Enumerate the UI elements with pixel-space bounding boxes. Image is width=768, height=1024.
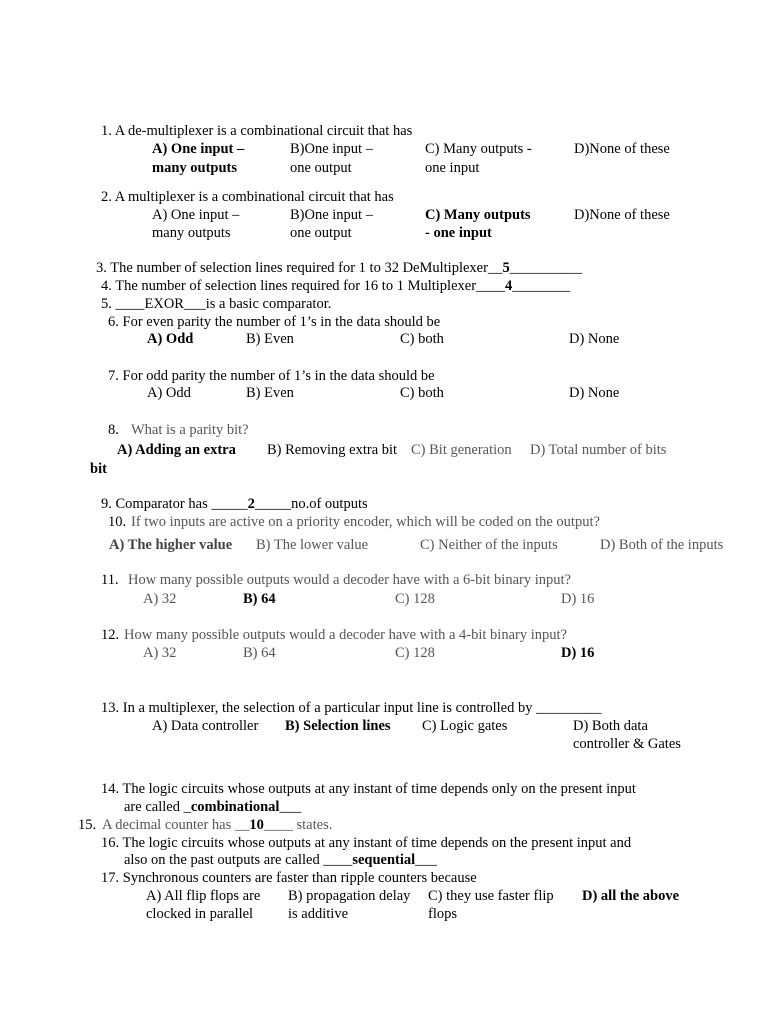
- q16-answer: sequential: [352, 852, 416, 868]
- q6-option-c: C) both: [400, 331, 444, 347]
- q9-text: 9. Comparator has _____: [101, 496, 248, 512]
- question-15: [102, 816, 332, 834]
- q1-option-a-line2: many outputs: [152, 160, 238, 176]
- question-16: 16. The logic circuits whose outputs at any instant of time depends on the present input and: [101, 835, 632, 851]
- question-12: How many possible outputs would a decoder have with a 4-bit binary input?: [124, 627, 567, 643]
- q9-text-end: _____no.of outputs: [254, 496, 368, 512]
- question-8: What is a parity bit?: [131, 422, 249, 438]
- q17-option-b-line2: is additive: [288, 906, 349, 922]
- q5-text: ___is a basic comparator.: [183, 296, 332, 312]
- q17-option-a-line2: clocked in parallel: [146, 906, 254, 922]
- q12-option-a: A) 32: [143, 645, 177, 661]
- q6-option-a: A) Odd: [147, 331, 194, 347]
- question-14-line2: [124, 798, 301, 816]
- question-2: 2. A multiplexer is a combinational circuit that has: [101, 189, 394, 205]
- q1-option-c-line1: C) Many outputs -: [425, 141, 532, 157]
- q14-answer: combinational: [190, 799, 280, 815]
- q3-text: 3. The number of selection lines required for 1 to 32 DeMultiplexer__: [96, 260, 503, 276]
- q4-text: 4. The number of selection lines required for 16 to 1 Multiplexer____: [101, 278, 506, 294]
- q8-option-a-line1: A) Adding an extra: [117, 442, 236, 458]
- q8-option-d: D) Total number of bits: [530, 442, 667, 458]
- q12-option-c: C) 128: [395, 645, 435, 661]
- q1-option-c-line2: one input: [425, 160, 480, 176]
- q1-option-b-line2: one output: [290, 160, 352, 176]
- q13-option-c: C) Logic gates: [422, 718, 508, 734]
- q11-option-a: A) 32: [143, 591, 177, 607]
- q6-option-b: B) Even: [246, 331, 294, 347]
- q11-option-d: D) 16: [561, 591, 595, 607]
- q7-option-d: D) None: [569, 385, 620, 401]
- q2-option-c-line2: - one input: [425, 225, 492, 241]
- q7-option-a: A) Odd: [147, 385, 191, 401]
- q16-text: also on the past outputs are called ____: [124, 852, 353, 868]
- question-15-number: 15.: [78, 817, 97, 833]
- q14-text: are called _: [124, 799, 191, 815]
- q12-option-d: D) 16: [561, 645, 595, 661]
- question-11-number: 11.: [101, 572, 119, 588]
- q1-option-b-line1: B)One input –: [290, 141, 373, 157]
- q7-option-b: B) Even: [246, 385, 294, 401]
- question-10-number: 10.: [108, 514, 127, 530]
- question-11: How many possible outputs would a decoder have with a 6-bit binary input?: [128, 572, 571, 588]
- q13-option-a: A) Data controller: [152, 718, 259, 734]
- q13-option-d-line2: controller & Gates: [573, 736, 681, 752]
- q17-option-b-line1: B) propagation delay: [288, 888, 411, 904]
- question-5: [101, 295, 331, 313]
- question-13: 13. In a multiplexer, the selection of a particular input line is controlled by _________: [101, 700, 602, 716]
- question-6: 6. For even parity the number of 1’s in the data should be: [108, 314, 441, 330]
- q10-option-c: C) Neither of the inputs: [420, 537, 558, 553]
- question-3: [96, 259, 582, 277]
- q10-option-a: A) The higher value: [109, 537, 233, 553]
- q11-option-c: C) 128: [395, 591, 435, 607]
- q13-option-b: B) Selection lines: [285, 718, 391, 734]
- question-16-line2: [124, 851, 437, 869]
- q8-option-c: C) Bit generation: [411, 442, 512, 458]
- q2-option-b-line2: one output: [290, 225, 352, 241]
- q1-option-d: D)None of these: [574, 141, 670, 157]
- q6-option-d: D) None: [569, 331, 620, 347]
- q17-option-d: D) all the above: [582, 888, 680, 904]
- question-7: 7. For odd parity the number of 1’s in the data should be: [108, 368, 435, 384]
- q15-text: A decimal counter has __: [102, 817, 250, 833]
- q5-blank: 5. ____: [101, 296, 145, 312]
- q13-option-d-line1: D) Both data: [573, 718, 648, 734]
- q7-option-c: C) both: [400, 385, 444, 401]
- q17-option-c-line2: flops: [428, 906, 457, 922]
- question-12-number: 12.: [101, 627, 120, 643]
- q15-answer: 10: [249, 817, 264, 833]
- question-10: If two inputs are active on a priority encoder, which will be coded on the output?: [131, 514, 600, 530]
- q16-blank: ___: [415, 852, 437, 868]
- q3-blank: __________: [509, 260, 583, 276]
- question-17: 17. Synchronous counters are faster than ripple counters because: [101, 870, 477, 886]
- q14-blank: ___: [279, 799, 302, 815]
- q1-option-a-line1: A) One input –: [152, 141, 245, 157]
- question-4: [101, 277, 570, 295]
- q17-option-a-line1: A) All flip flops are: [146, 888, 261, 904]
- question-8-number: 8.: [108, 422, 119, 438]
- q2-option-b-line1: B)One input –: [290, 207, 373, 223]
- q2-option-d: D)None of these: [574, 207, 670, 223]
- q12-option-b: B) 64: [243, 645, 276, 661]
- q17-option-c-line1: C) they use faster flip: [428, 888, 554, 904]
- q2-option-c-line1: C) Many outputs: [425, 207, 531, 223]
- q5-answer: EXOR: [144, 296, 184, 312]
- q2-option-a-line1: A) One input –: [152, 207, 240, 223]
- q11-option-b: B) 64: [243, 591, 276, 607]
- question-9: [101, 495, 368, 513]
- question-1: 1. A de-multiplexer is a combinational circuit that has: [101, 123, 413, 139]
- q2-option-a-line2: many outputs: [152, 225, 231, 241]
- q10-option-b: B) The lower value: [256, 537, 369, 553]
- question-14: 14. The logic circuits whose outputs at any instant of time depends only on the present input: [101, 781, 636, 797]
- q10-option-d: D) Both of the inputs: [600, 537, 724, 553]
- q15-text-end: ____ states.: [263, 817, 333, 833]
- q4-answer: 4: [505, 278, 513, 294]
- q4-blank: ________: [512, 278, 571, 294]
- q8-option-b: B) Removing extra bit: [267, 442, 398, 458]
- q9-answer: 2: [247, 496, 255, 512]
- q8-option-a-line2: bit: [90, 461, 107, 477]
- q3-answer: 5: [502, 260, 510, 276]
